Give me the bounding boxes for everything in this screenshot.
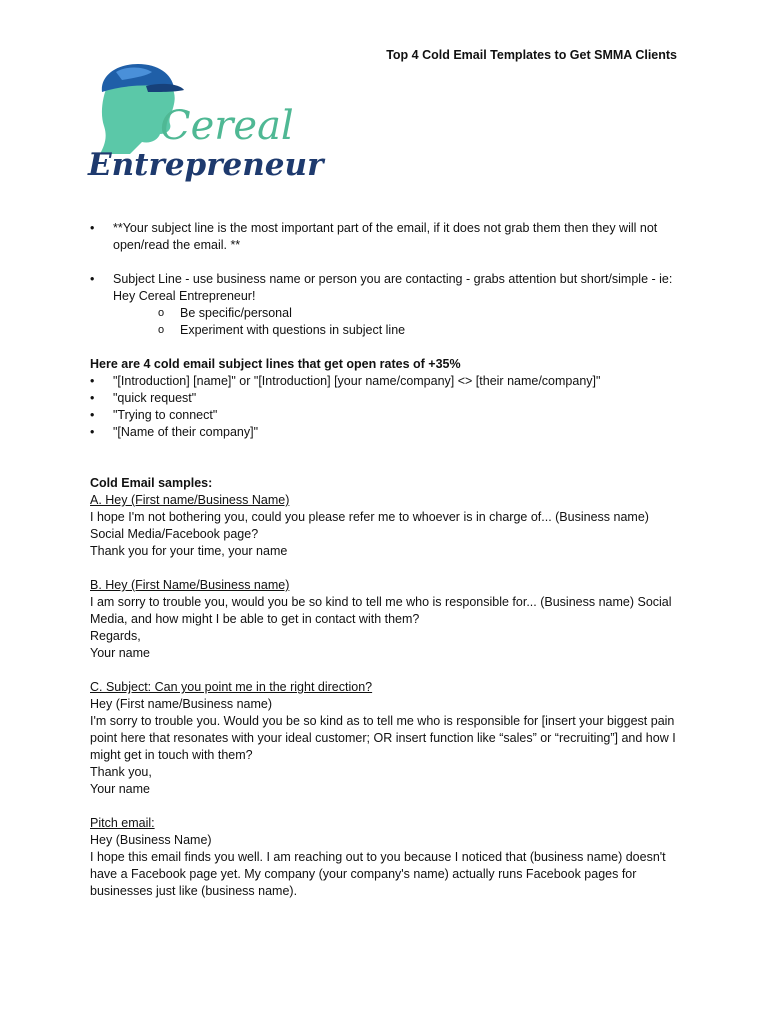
- sample-a-title: A. Hey (First name/Business Name): [90, 493, 290, 507]
- subject-lines-list: [90, 373, 686, 441]
- sample-b-line: I am sorry to trouble you, would you be so kind to tell me who is responsible for... (Business name) Social Media, and how might I be able to get in contact with them?: [90, 595, 672, 626]
- sample-c-title: C. Subject: Can you point me in the right direction?: [90, 680, 373, 694]
- sample-c-line: Thank you,: [90, 765, 152, 779]
- tip-item: [90, 271, 686, 339]
- pitch-email-title: Pitch email:: [90, 816, 155, 830]
- document-title: Top 4 Cold Email Templates to Get SMMA Clients: [386, 48, 677, 62]
- document-body: [90, 220, 686, 900]
- tip-sublist: [113, 305, 686, 339]
- subject-lines-heading: Here are 4 cold email subject lines that get open rates of +35%: [90, 357, 461, 371]
- sample-b-title: B. Hey (First Name/Business name): [90, 578, 290, 592]
- pitch-email-line: Hey (Business Name): [90, 833, 212, 847]
- sample-a-line: Thank you for your time, your name: [90, 544, 288, 558]
- sample-c-line: Hey (First name/Business name): [90, 697, 273, 711]
- subject-line-item: • "[Name of their company]": [90, 424, 686, 441]
- pitch-email-line: I hope this email finds you well. I am reaching out to you because I noticed that (business name) doesn't have a Facebook page yet. My company (your company's name) actually runs Facebook pages for businesses just like (business name).: [90, 850, 666, 898]
- subject-line-item: • "Trying to connect": [90, 407, 686, 424]
- sample-b-line: Your name: [90, 646, 150, 660]
- tips-list: [90, 220, 686, 254]
- sample-c-line: Your name: [90, 782, 150, 796]
- tip-text: Subject Line - use business name or person you are contacting - grabs attention but short/simple - ie: Hey Cereal Entrepreneur!: [113, 272, 673, 303]
- cereal-entrepreneur-logo: [86, 62, 324, 188]
- subject-line-item: • "quick request": [90, 390, 686, 407]
- sample-b-line: Regards,: [90, 629, 141, 643]
- subject-line-item: • "[Introduction] [name]" or "[Introduction] [your name/company] <> [their name/company]": [90, 373, 686, 390]
- logo-word-cereal: Cereal: [160, 103, 294, 149]
- sample-a-line: I hope I'm not bothering you, could you please refer me to whoever is in charge of... (Business name) Social Media/Facebook page?: [90, 510, 649, 541]
- sample-c-line: I'm sorry to trouble you. Would you be so kind as to tell me who is responsible for [insert your biggest pain point here that resonates with your ideal customer; OR insert function like “sales” or “recruiting”] and how I might get in touch with them?: [90, 714, 676, 762]
- tips-list-2: [90, 271, 686, 339]
- logo-word-entrepreneur: Entrepreneur: [88, 147, 324, 183]
- samples-heading: Cold Email samples:: [90, 476, 213, 490]
- tip-subitem: o Experiment with questions in subject line: [158, 322, 686, 339]
- tip-subitem: o Be specific/personal: [158, 305, 686, 322]
- tip-item: • **Your subject line is the most important part of the email, if it does not grab them then they will not open/read the email. **: [90, 220, 686, 254]
